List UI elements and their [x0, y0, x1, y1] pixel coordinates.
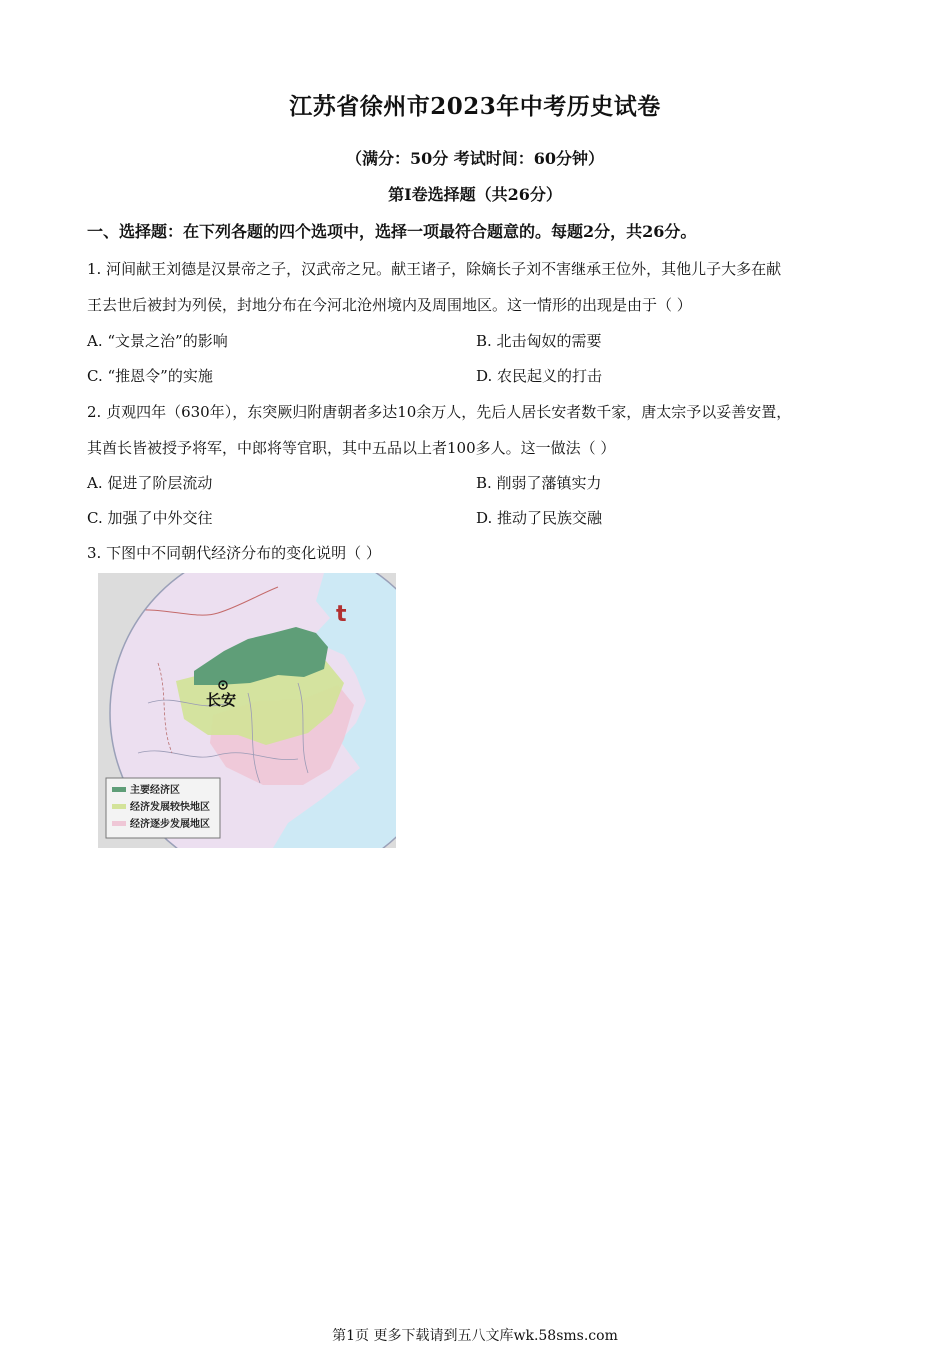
map-legend [106, 778, 220, 838]
question-2-line-2: 其酋长皆被授予将军，中郎将等官职，其中五品以上者100多人。这一做法（ ） [87, 439, 616, 457]
legend-swatch-gradual [112, 821, 126, 826]
question-2-line-1: 2. 贞观四年（630年），东突厥归附唐朝者多达10余万人，先后人居长安者数千家，唐太宗予以妥善安置， [87, 403, 792, 421]
question-3-line-1: 3. 下图中不同朝代经济分布的变化说明（ ） [87, 544, 381, 562]
city-label: 长安 [206, 691, 237, 709]
page-title: 江苏省徐州市2023年中考历史试卷 [289, 93, 661, 120]
legend-swatch-main [112, 787, 126, 792]
map-corner-glyph: t [336, 602, 347, 627]
volume-heading: 第Ⅰ卷选择题（共26分） [388, 185, 562, 204]
question-1-option-c: C. “推恩令”的实施 [87, 367, 213, 385]
question-2-option-c: C. 加强了中外交往 [87, 509, 213, 527]
legend-item-fast: 经济发展较快地区 [130, 802, 210, 813]
question-1-option-b: B. 北击匈奴的需要 [476, 332, 602, 350]
question-2-option-d: D. 推动了民族交融 [476, 509, 603, 527]
legend-item-gradual: 经济逐步发展地区 [130, 819, 210, 830]
question-1-line-2: 王去世后被封为列侯，封地分布在今河北沧州境内及周围地区。这一情形的出现是由于（ ） [87, 296, 692, 314]
page-footer: 第1页 更多下载请到五八文库wk.58sms.com [332, 1328, 618, 1344]
question-1-option-d: D. 农民起义的打击 [476, 367, 603, 385]
legend-item-main: 主要经济区 [130, 785, 180, 796]
question-1-line-1: 1. 河间献王刘德是汉景帝之子，汉武帝之兄。献王诸子，除嫡长子刘不害继承王位外，其他儿子大多在献 [87, 260, 782, 278]
exam-info: （满分：50分 考试时间：60分钟） [345, 149, 605, 168]
economic-distribution-map [98, 573, 396, 848]
question-2-option-a: A. 促进了阶层流动 [87, 474, 213, 492]
legend-swatch-fast [112, 804, 126, 809]
question-2-option-b: B. 削弱了藩镇实力 [476, 474, 602, 492]
section-heading: 一、选择题：在下列各题的四个选项中，选择一项最符合题意的。每题2分，共26分。 [87, 222, 697, 241]
question-1-option-a: A. “文景之治”的影响 [87, 332, 228, 350]
